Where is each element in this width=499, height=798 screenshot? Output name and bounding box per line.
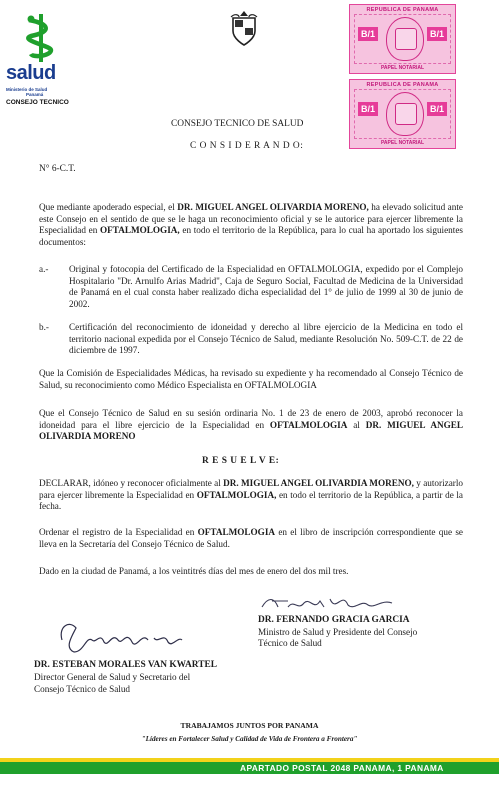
item-b-text: Certificación del reconocimiento de idoneidad y derecho al libre ejercicio de la Medicina en todo el territorio nacional expedida por el Consejo Técnico de Salud, mediante Resolución No. 509-C.T. de 22 de diciembre de 1997.: [69, 322, 463, 356]
signer-right-name: DR. FERNANDO GRACIA GARCIA: [258, 615, 410, 625]
logo-ministry: Ministerio de Salud: [6, 87, 48, 92]
specialty: OFTALMOLOGIA: [269, 419, 348, 430]
considering-heading: C O N S I D E R A N D O:: [190, 141, 304, 151]
doctor-name: DR. MIGUEL ANGEL OLIVARDIA MORENO: [39, 419, 463, 442]
item-a-label: a.-: [39, 264, 49, 274]
fiscal-stamp-2: [349, 79, 456, 149]
paragraph-2: Que la Comisión de Especialidades Médicas, ha revisado su expediente y ha recomendado al Consejo Técnico de Salud, su reconocimiento como Médico Especialista en OFTALMOLOGIA: [39, 368, 463, 390]
signer-right-title: Ministro de Salud y Presidente del Consejo: [258, 627, 418, 637]
paragraph-3: Que el Consejo Técnico de Salud en su sesión ordinaria No. 1 de 23 de enero de 2003, aprobó reconocer la idoneidad para el libre ejercicio de la Especialidad en OFTALMOLOGIA al DR. MIGUEL ANGEL OLIVARDIA MORENO: [39, 408, 463, 442]
paragraph-1: Que mediante apoderado especial, el DR. MIGUEL ANGEL OLIVARDIA MORENO, ha elevado solicitud ante este Consejo en el sentido de que se le haga un reconocimiento oficial y se le autorice para ejercer libremente la Especialidad en OFTALMOLOGIA, en todo el territorio de la República, para lo cual ha aportado los siguientes documentos:: [39, 202, 463, 247]
paragraph-6: Dado en la ciudad de Panamá, a los veintitrés días del mes de enero del dos mil tres.: [39, 566, 349, 576]
document-number: N° 6-C.T.: [39, 164, 76, 174]
stamp-seal-icon: [386, 92, 424, 136]
resolves-heading: R E S U E L V E:: [202, 456, 280, 466]
stamp-value-left: B/1: [358, 27, 378, 41]
footer-motto: TRABAJAMOS JUNTOS POR PANAMA: [180, 721, 319, 730]
coat-of-arms-icon: [229, 9, 259, 47]
specialty: OFTALMOLOGIA: [197, 527, 276, 537]
doctor-name: DR. MIGUEL ANGEL OLIVARDIA MORENO,: [223, 478, 414, 488]
stamp-value-right: B/1: [427, 27, 447, 41]
stamp-top-text: REPUBLICA DE PANAMA: [366, 82, 439, 88]
specialty: OFTALMOLOGIA,: [196, 489, 277, 500]
signer-left-name: DR. ESTEBAN MORALES VAN KWARTEL: [34, 660, 217, 670]
stamp-bottom-text: PAPEL NOTARIAL: [380, 65, 425, 71]
footer-tagline: "Líderes en Fortalecer Salud y Calidad de Vida de Frontera a Frontera": [141, 735, 358, 743]
stamp-top-text: REPUBLICA DE PANAMA: [366, 7, 439, 13]
signer-left-title-2: Consejo Técnico de Salud: [34, 684, 131, 694]
specialty: OFTALMOLOGIA,: [99, 225, 180, 236]
paragraph-5: Ordenar el registro de la Especialidad en OFTALMOLOGIA en el libro de inscripción correspondiente que se lleva en la Secretaría del Consejo Técnico de Salud.: [39, 527, 463, 549]
paragraph-4: DECLARAR, idóneo y reconocer oficialmente al DR. MIGUEL ANGEL OLIVARDIA MORENO, y autorizarlo para ejercer libremente la Especialidad en OFTALMOLOGIA, en todo el territorio de la República, a partir de la fecha.: [39, 478, 463, 512]
stamp-value-right: B/1: [427, 102, 447, 116]
logo-council: CONSEJO TECNICO: [6, 99, 69, 106]
footer-address: APARTADO POSTAL 2048 PANAMA, 1 PANAMA: [240, 763, 444, 773]
doctor-name: DR. MIGUEL ANGEL OLIVARDIA MORENO,: [177, 202, 369, 212]
item-a-text: Original y fotocopia del Certificado de la Especialidad en OFTALMOLOGIA, expedido por el Complejo Hospitalario "Dr. Arnulfo Arias Madrid", Caja de Seguro Social, Facultad de Medicina de la Universidad de Panamá en el cual consta haber realizado dicha especialidad del 1° de julio de 1999 al 30 de junio de 2002.: [69, 264, 463, 309]
salud-logo: [6, 10, 76, 108]
fiscal-stamp-1: [349, 4, 456, 74]
signature-handwriting: [258, 593, 398, 615]
signer-left-title: Director General de Salud y Secretario del: [34, 672, 191, 682]
signature-handwriting: [56, 618, 186, 658]
signer-right-title-2: Técnico de Salud: [258, 638, 322, 648]
logo-brand: salud: [6, 62, 56, 84]
item-b-label: b.-: [39, 322, 49, 332]
stamp-seal-icon: [386, 17, 424, 61]
stamp-bottom-text: PAPEL NOTARIAL: [380, 140, 425, 146]
caduceus-icon: [21, 10, 61, 64]
logo-country: Panamá: [26, 92, 44, 97]
council-title: CONSEJO TECNICO DE SALUD: [171, 119, 304, 129]
stamp-value-left: B/1: [358, 102, 378, 116]
